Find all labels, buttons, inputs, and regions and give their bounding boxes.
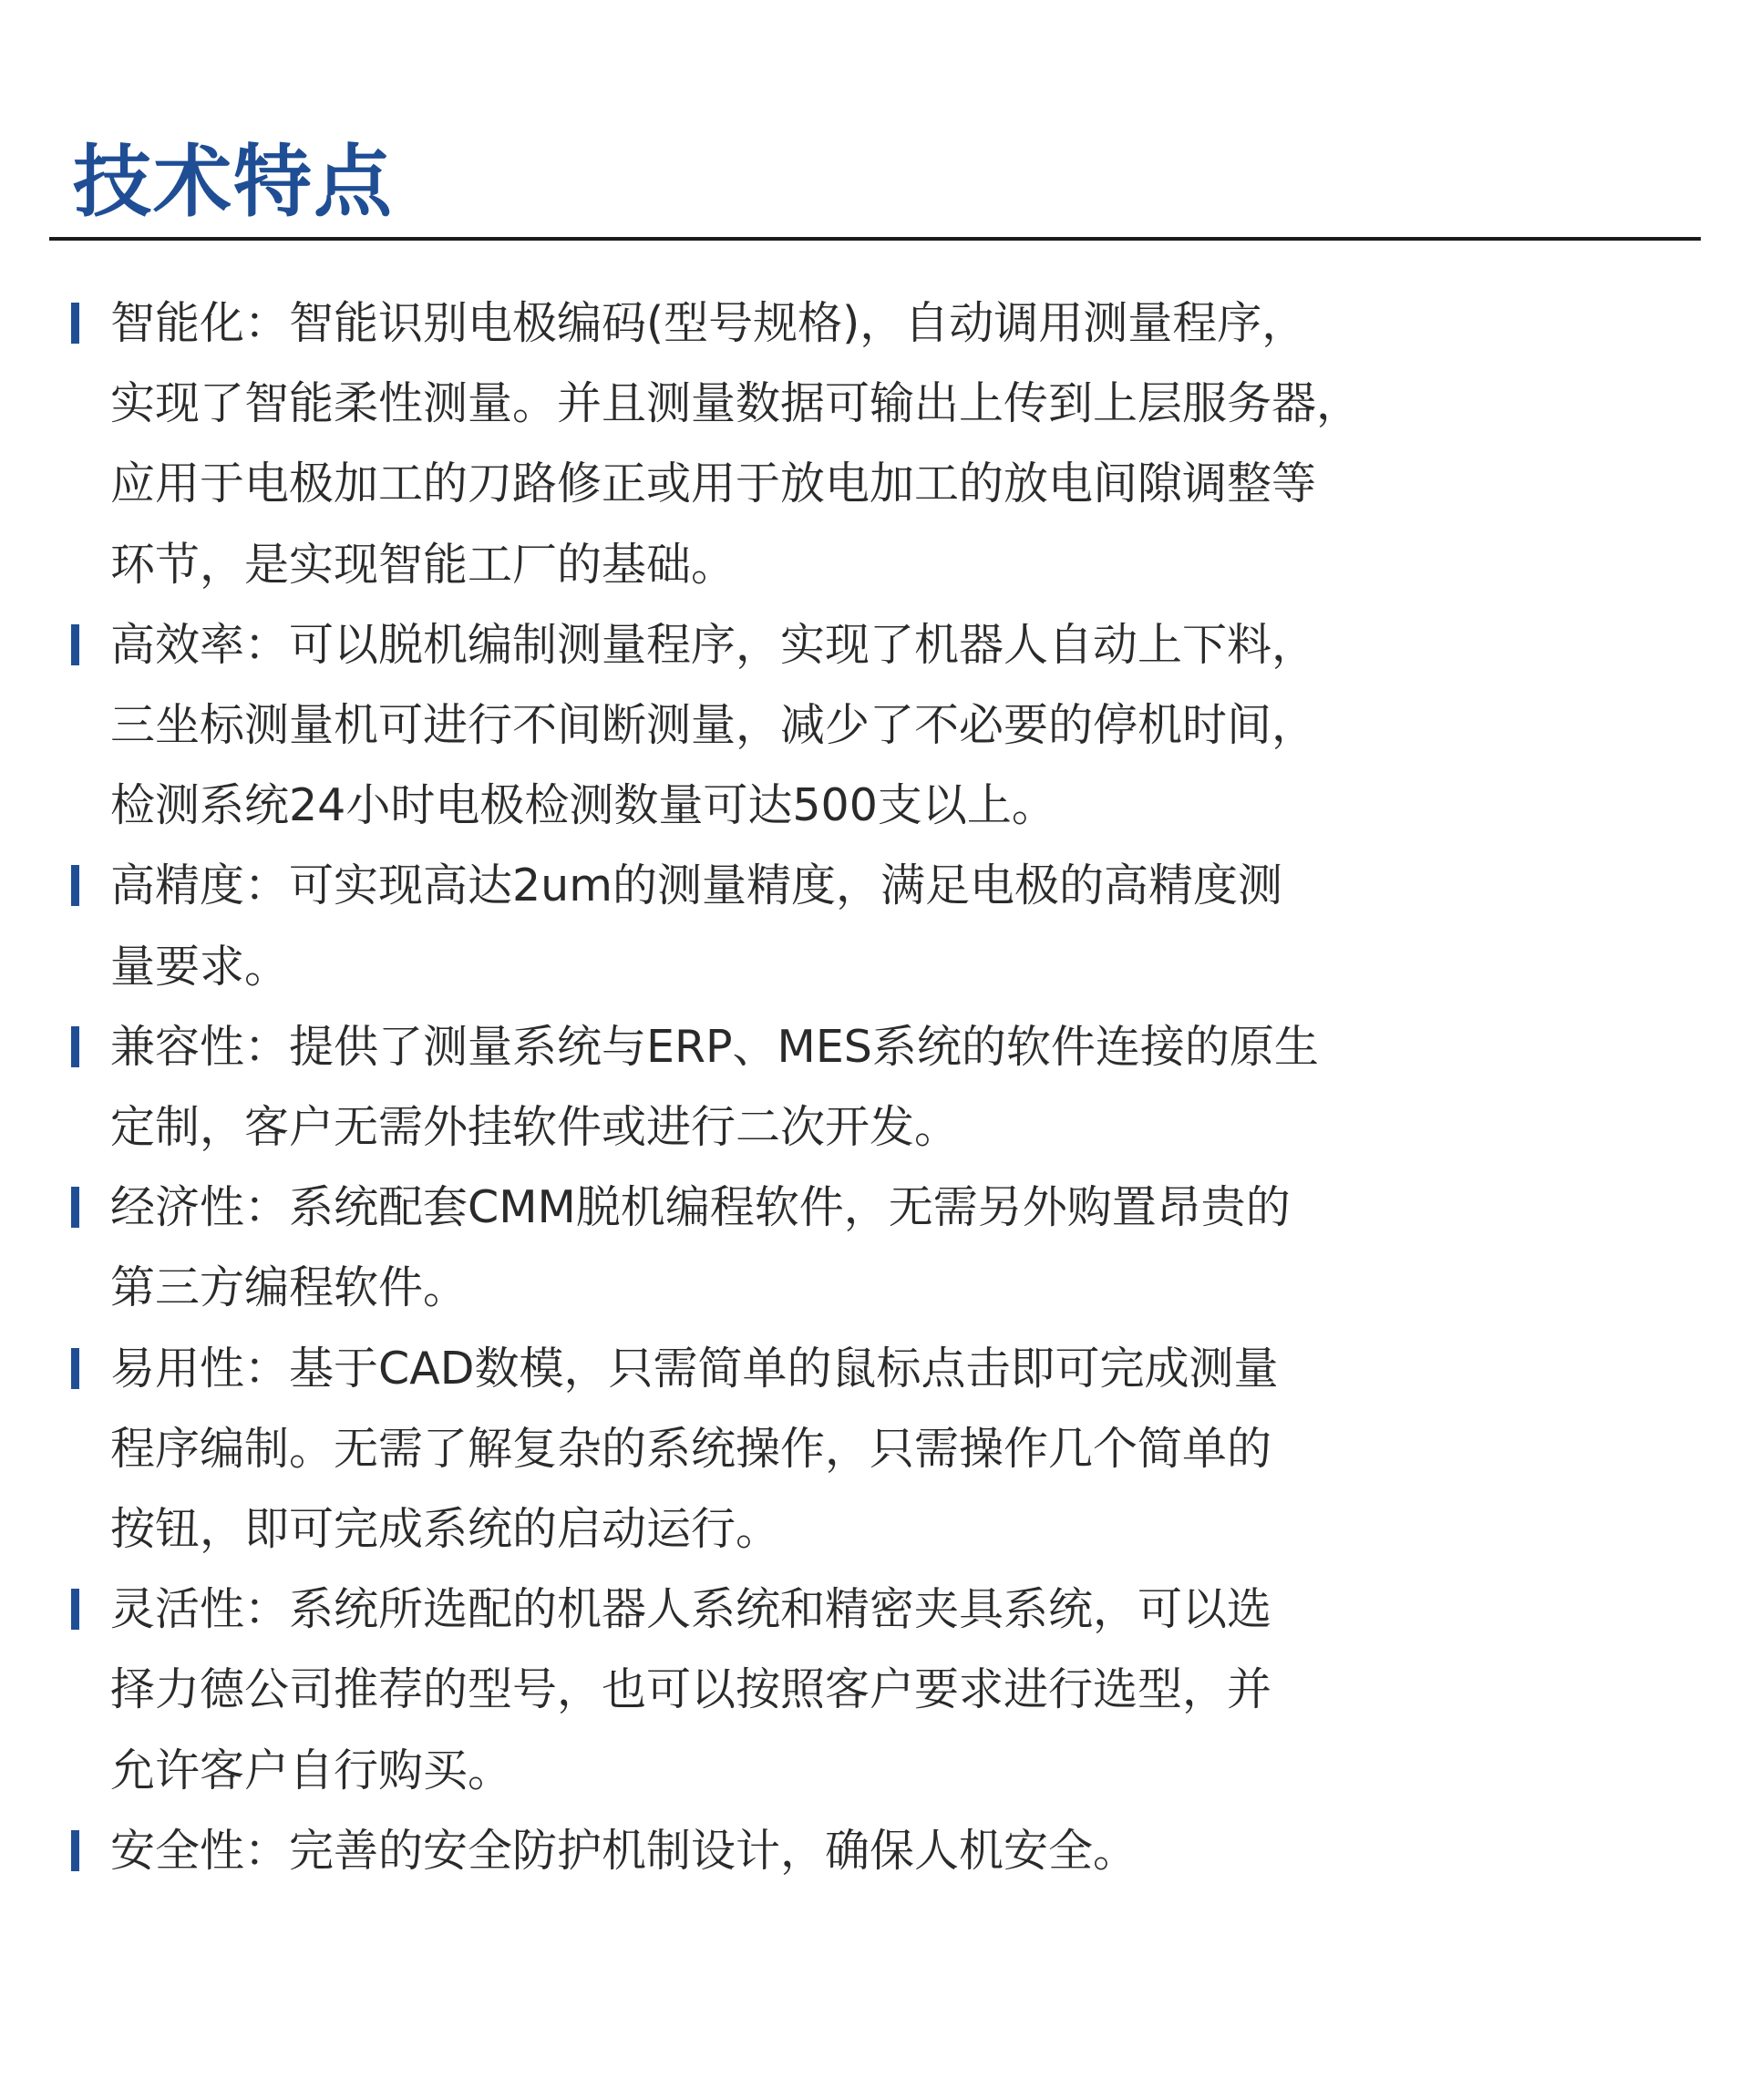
feature-text-line: 择力德公司推荐的型号，也可以按照客户要求进行选型，并 <box>110 1663 1272 1716</box>
title-divider <box>49 237 1701 241</box>
feature-text-line: 程序编制。无需了解复杂的系统操作，只需操作几个简单的 <box>110 1422 1272 1475</box>
feature-item <box>71 1329 1493 1570</box>
feature-text-line: 经济性：系统配套CMM脱机编程软件，无需另外购置昂贵的 <box>110 1181 1291 1234</box>
feature-text-line: 按钮，即可完成系统的启动运行。 <box>110 1503 781 1556</box>
page-title: 技术特点 <box>73 137 394 228</box>
feature-text-line: 高效率：可以脱机编制测量程序，实现了机器人自动上下料， <box>110 618 1317 671</box>
feature-item <box>71 605 1493 847</box>
feature-text-line: 允许客户自行购买。 <box>110 1744 513 1796</box>
feature-text-line: 易用性：基于CAD数模，只需简单的鼠标点击即可完成测量 <box>110 1342 1279 1395</box>
bullet-bar-icon <box>71 1348 79 1389</box>
bullet-bar-icon <box>71 1589 79 1630</box>
feature-text-line: 智能化：智能识别电极编码(型号规格)，自动调用测量程序， <box>110 297 1307 349</box>
feature-item <box>71 1811 1493 1891</box>
bullet-bar-icon <box>71 1830 79 1871</box>
feature-text-line: 高精度：可实现高达2um的测量精度，满足电极的高精度测 <box>110 860 1282 912</box>
bullet-bar-icon <box>71 865 79 906</box>
feature-text-line: 灵活性：系统所选配的机器人系统和精密夹具系统，可以选 <box>110 1583 1272 1636</box>
feature-text-line: 兼容性：提供了测量系统与ERP、MES系统的软件连接的原生 <box>110 1020 1319 1073</box>
feature-text-line: 定制，客户无需外挂软件或进行二次开发。 <box>110 1101 960 1154</box>
feature-text-line: 安全性：完善的安全防护机制设计，确保人机安全。 <box>110 1824 1138 1877</box>
feature-item <box>71 846 1493 1006</box>
bullet-bar-icon <box>71 303 79 344</box>
feature-item <box>71 283 1493 605</box>
feature-text-line: 三坐标测量机可进行不间断测量，减少了不必要的停机时间， <box>110 699 1317 752</box>
feature-item <box>71 1007 1493 1168</box>
feature-text-line: 实现了智能柔性测量。并且测量数据可输出上传到上层服务器， <box>110 377 1362 430</box>
feature-text-line: 量要求。 <box>110 940 290 993</box>
feature-item <box>71 1168 1493 1328</box>
feature-text-line: 第三方编程软件。 <box>110 1261 468 1314</box>
feature-list <box>71 283 1493 1891</box>
feature-item <box>71 1570 1493 1811</box>
feature-text-line: 检测系统24小时电极检测数量可达500支以上。 <box>110 779 1056 832</box>
feature-text-line: 应用于电极加工的刀路修正或用于放电加工的放电间隙调整等 <box>110 458 1317 510</box>
bullet-bar-icon <box>71 1187 79 1228</box>
bullet-bar-icon <box>71 624 79 665</box>
bullet-bar-icon <box>71 1026 79 1067</box>
feature-text-line: 环节，是实现智能工厂的基础。 <box>110 538 736 591</box>
